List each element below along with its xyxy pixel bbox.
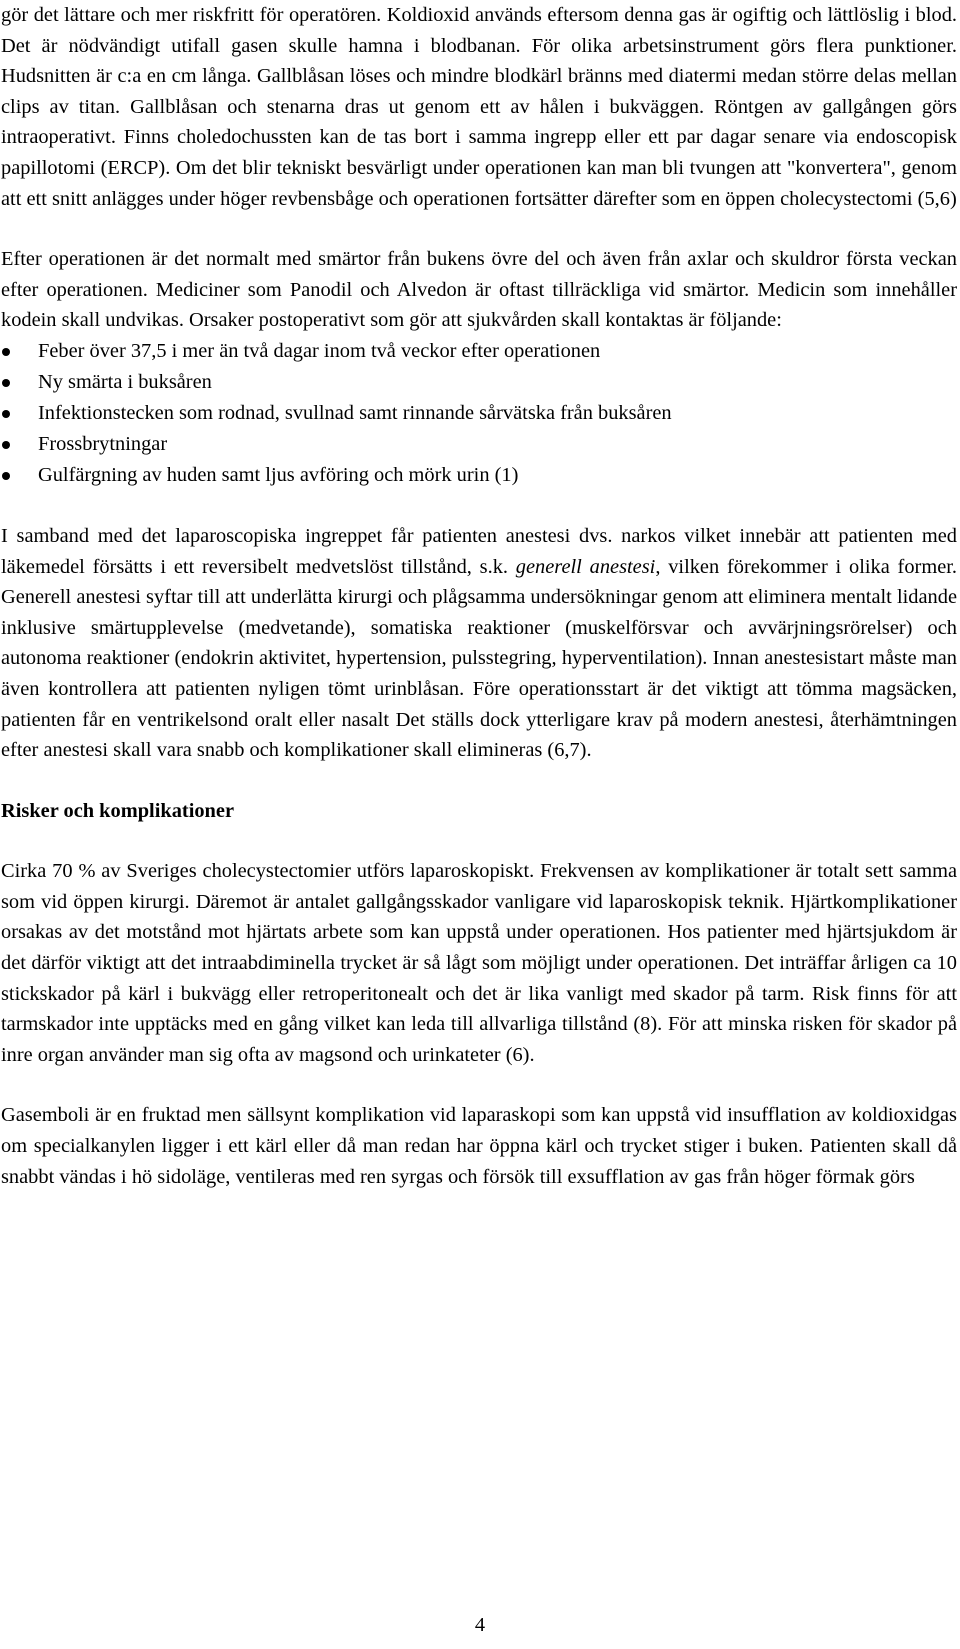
- bullet-icon: [2, 472, 10, 480]
- paragraph-complications: Cirka 70 % av Sveriges cholecystectomier utförs laparoskopiskt. Frekvensen av komplikationer är totalt sett samma som vid öppen kirurgi. Däremot är antalet gallgångsskador vanligare vid laparoskopisk teknik. Hjärtkomplikationer orsakas av det motstånd mot hjärtats arbete som kan uppstå under operationen. Hos patienter med hjärtsjukdom är det därför viktigt att det intraabdiminella trycket är så lågt som möjligt under operationen. Det inträffar årligen ca 10 stickskador på kärl i bukvägg eller retroperitonealt och det är lika vanligt med skador på tarm. Risk finns för att tarmskador inte upptäcks med en gång vilket kan leda till allvarliga tillstånd (8). För att minska risken för skador på inre organ använder man sig ofta av magsond och urinkateter (6).: [1, 860, 957, 1066]
- anesthesia-term-italic: generell anestesi: [515, 555, 656, 578]
- paragraph-gas-embolism: Gasemboli är en fruktad men sällsynt komplikation vid laparaskopi som kan uppstå vid insufflation av koldioxidgas om specialkanylen ligger i ett kärl eller då man redan har öppna kärl och trycket stiger i buken. Patienten skall då snabbt vändas i hö sidoläge, ventileras med ren syrgas och försök till exsufflation av gas från höger förmak görs: [1, 1104, 957, 1188]
- list-item: [1, 336, 957, 367]
- bullet-icon: [2, 348, 10, 356]
- anesthesia-text-rest: , vilken förekommer i olika former. Generell anestesi syftar till att underlätta kirurgi och plågsamma undersökningar genom att eliminera mentalt lidande inklusive smärtupplevelse (medvetande), somatiska reaktioner (muskelförsvar och avvärjningsrörelser) och autonoma reaktioner (endokrin aktivitet, hypertension, pulsstegring, hyperventilation). Innan anestesistart måste man även kontrollera att patienten nyligen tömt urinblåsan. Före operationsstart är det viktigt att tömma magsäcken, patienten får en ventrikelsond oralt eller nasalt Det ställs dock ytterligare krav på modern anestesi, återhämtningen efter anestesi skall vara snabb och komplikationer skall elimineras (6,7).: [1, 555, 958, 762]
- paragraph-spacer: [1, 214, 957, 244]
- paragraph-laparoscopy-procedure: gör det lättare och mer riskfritt för operatören. Koldioxid används eftersom denna gas är ogiftig och lättlöslig i blod. Det är nödvändigt utifall gasen skulle hamna i blodbanan. För olika arbetsinstrument görs flera punktioner. Hudsnitten är c:a en cm långa. Gallblåsan löses och mindre blodkärl bränns med diatermi medan större delas mellan clips av titan. Gallblåsan och stenarna dras ut genom ett av hålen i bukväggen. Röntgen av gallgången görs intraoperativt. Finns choledochussten kan de tas bort i samma ingrepp eller ett par dagar senare via endoscopisk papillotomi (ERCP). Om det blir tekniskt besvärligt under operationen kan man bli tvungen att "konvertera", genom att ett snitt anlägges under höger revbensbåge och operationen fortsätter därefter som en öppen cholecystectomi (5,6): [1, 4, 957, 210]
- list-item: [1, 460, 957, 491]
- list-item: [1, 398, 957, 429]
- list-item-text: Feber över 37,5 i mer än två dagar inom två veckor efter operationen: [38, 339, 601, 362]
- list-item: [1, 429, 957, 460]
- paragraph-spacer: [1, 766, 957, 796]
- bullet-icon: [2, 441, 10, 449]
- list-item-text: Frossbrytningar: [38, 432, 168, 455]
- paragraph-spacer: [1, 826, 957, 856]
- section-heading-risks: Risker och komplikationer: [1, 799, 234, 822]
- paragraph-postoperative-care: Efter operationen är det normalt med smärtor från bukens övre del och även från axlar och skuldror första veckan efter operationen. Mediciner som Panodil och Alvedon är oftast tillräckliga vid smärtor. Medicin som innehåller kodein skall undvikas. Orsaker postoperativt som gör att sjukvården skall kontaktas är följande:: [1, 248, 957, 332]
- list-item-text: Ny smärta i buksåren: [38, 370, 212, 393]
- page-number: 4: [474, 1614, 486, 1636]
- anesthesia-text-lead: I samband med det laparoscopiska ingreppet får patienten anestesi dvs. narkos vilket innebär att patienten med läkemedel försätts i ett reversibelt medvetslöst tillstånd, s.k.: [1, 524, 957, 578]
- paragraph-spacer: [1, 491, 957, 521]
- contact-criteria-list: [1, 336, 957, 491]
- paragraph-spacer: [1, 1070, 957, 1100]
- list-item: [1, 367, 957, 398]
- bullet-icon: [2, 379, 10, 387]
- bullet-icon: [2, 410, 10, 418]
- list-item-text: Infektionstecken som rodnad, svullnad samt rinnande sårvätska från buksåren: [38, 401, 672, 424]
- paragraph-anesthesia: [1, 521, 957, 766]
- list-item-text: Gulfärgning av huden samt ljus avföring och mörk urin (1): [38, 463, 519, 486]
